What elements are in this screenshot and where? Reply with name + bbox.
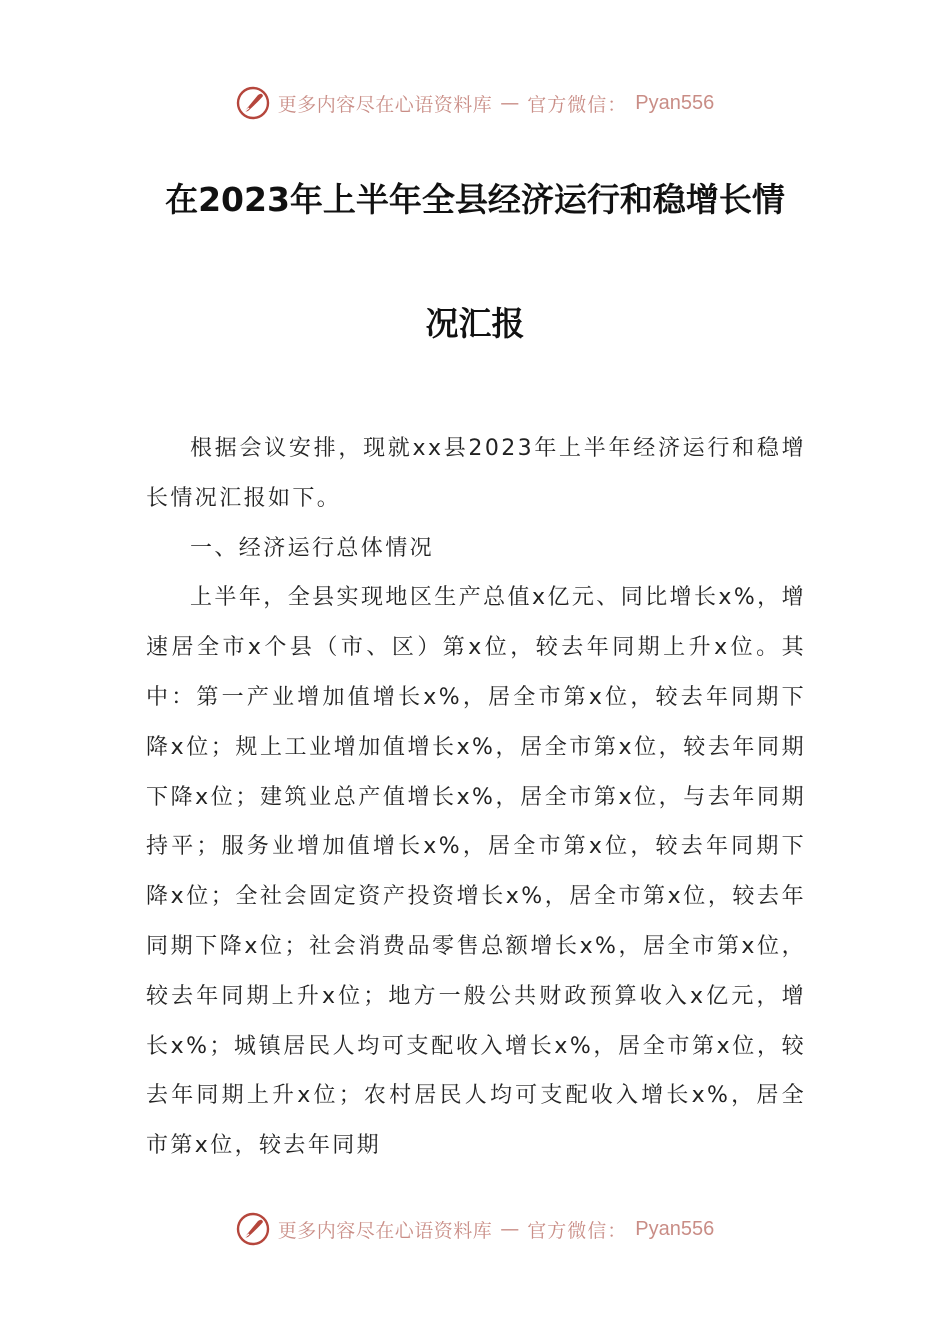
document-title-line-1: 在2023年上半年全县经济运行和稳增长情 xyxy=(165,180,785,219)
watermark-wechat-id: Pyan556 xyxy=(635,1217,715,1240)
watermark-separator: — xyxy=(500,1218,520,1240)
quill-pen-logo-icon xyxy=(236,1212,270,1246)
watermark-separator: — xyxy=(500,92,520,114)
watermark-wechat-id: Pyan556 xyxy=(635,91,715,114)
document-body xyxy=(146,424,806,1171)
quill-pen-logo-icon xyxy=(236,86,270,120)
watermark-slogan: 更多内容尽在心语资料库 xyxy=(277,93,493,116)
footer-watermark xyxy=(0,1207,950,1251)
watermark-wechat-label: 官方微信： xyxy=(527,1219,628,1242)
watermark-slogan: 更多内容尽在心语资料库 xyxy=(277,1219,493,1242)
document-title-line-2: 况汇报 xyxy=(425,304,525,343)
section-heading: 一、经济运行总体情况 xyxy=(190,535,435,561)
intro-paragraph: 根据会议安排，现就xx县2023年上半年经济运行和稳增长情况汇报如下。 xyxy=(146,436,806,511)
header-watermark xyxy=(0,81,950,125)
watermark-wechat-label: 官方微信： xyxy=(527,93,628,116)
body-paragraph: 上半年，全县实现地区生产总值x亿元、同比增长x%，增速居全市x个县（市、区）第x位，较去年同期上升x位。其中：第一产业增加值增长x%，居全市第x位，较去年同期下降x位；规上工业增加值增长x%，居全市第x位，较去年同期下降x位；建筑业总产值增长x%，居全市第x位，与去年同期持平；服务业增加值增长x%，居全市第x位，较去年同期下降x位；全社会固定资产投资增长x%，居全市第x位，较去年同期下降x位；社会消费品零售总额增长x%，居全市第x位，较去年同期上升x位；地方一般公共财政预算收入x亿元，增长x%；城镇居民人均可支配收入增长x%，居全市第x位，较去年同期上升x位；农村居民人均可支配收入增长x%，居全市第x位，较去年同期 xyxy=(146,585,806,1159)
